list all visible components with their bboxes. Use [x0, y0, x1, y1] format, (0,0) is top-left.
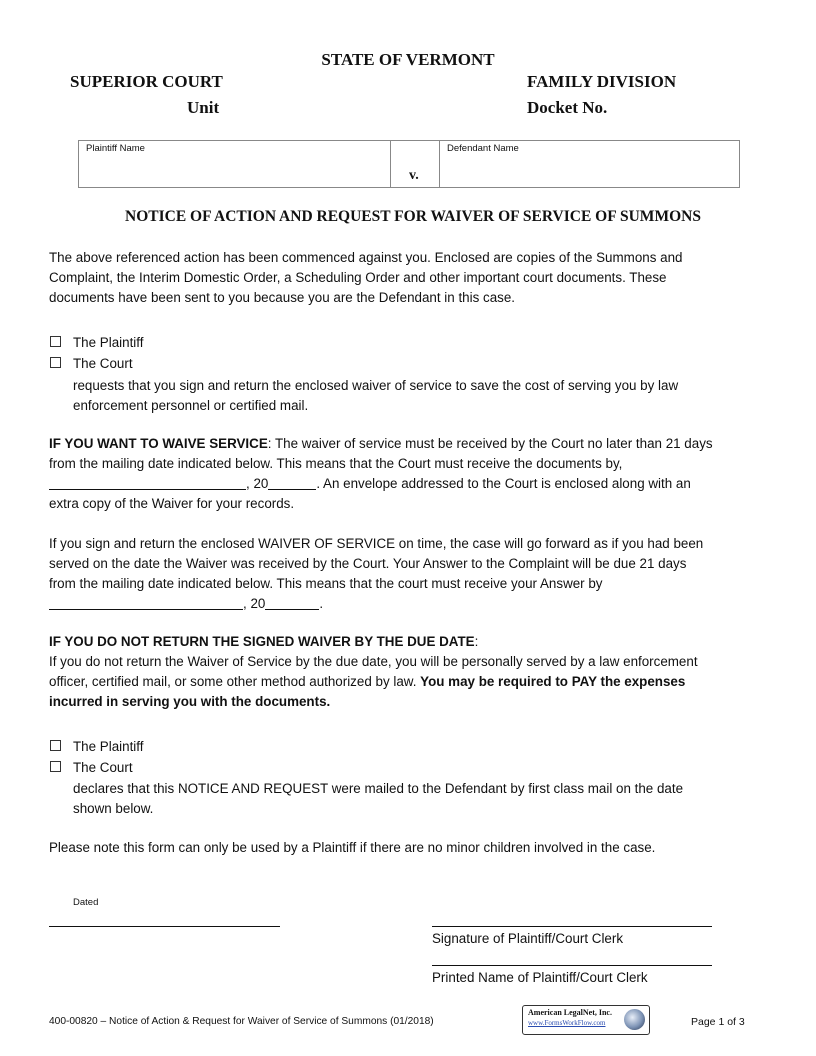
- defendant-cell[interactable]: [440, 141, 739, 187]
- declarant-text: declares that this NOTICE AND REQUEST were mailed to the Defendant by first class mail on the date shown below.: [73, 781, 684, 816]
- checkbox[interactable]: [50, 761, 61, 772]
- division-name: FAMILY DIVISION: [527, 72, 677, 91]
- printed-name-label: Printed Name of Plaintiff/Court Clerk: [432, 970, 648, 985]
- intro-line: documents have been sent to you because you are the Defendant in this case.: [49, 290, 516, 305]
- not-return-paragraph: IF YOU DO NOT RETURN THE SIGNED WAIVER BY THE DUE DATE: If you do not return the Waiver of Service by the due date, you will be personally served by a law enforcement officer, certified mail, or some other method authorized by law. You may be required to PAY the expenses incurred in serving you with the documents.: [49, 634, 698, 709]
- waive-service-paragraph: IF YOU WANT TO WAIVE SERVICE: The waiver of service must be received by the Court no later than 21 days from the mailing date indicated below. This means that the Court must receive the documents by, , 20 . An envelope addressed to the Court is enclosed along with an extra copy of the Waiver for your records.: [49, 436, 713, 511]
- versus-label: v.: [409, 168, 419, 183]
- requester-option-plaintiff[interactable]: The Plaintiff: [50, 333, 143, 353]
- form-id: 400-00820 – Notice of Action & Request for Waiver of Service of Summons (01/2018): [49, 1016, 434, 1027]
- intro-paragraph: [49, 248, 682, 308]
- checkbox[interactable]: [50, 357, 61, 368]
- answer-year-blank[interactable]: [265, 597, 319, 610]
- unit-label: Unit: [187, 98, 220, 117]
- plaintiff-cell[interactable]: [79, 141, 391, 187]
- waive-heading: IF YOU WANT TO WAIVE SERVICE: [49, 436, 268, 451]
- americanlegalnet-logo[interactable]: [522, 1005, 650, 1035]
- versus-cell: [391, 141, 440, 187]
- printed-name-line[interactable]: [432, 951, 712, 966]
- plaintiff-name-label: Plaintiff Name: [86, 143, 145, 154]
- signature-line[interactable]: [432, 912, 712, 927]
- checkbox[interactable]: [50, 336, 61, 347]
- intro-line: The above referenced action has been commenced against you. Enclosed are copies of the Summons and: [49, 250, 683, 265]
- docket-label: Docket No.: [527, 98, 608, 117]
- sign-return-paragraph: If you sign and return the enclosed WAIVER OF SERVICE on time, the case will go forward as if you had been served on the date the Waiver was received by the Court. Your Answer to the Complaint will be due 21 days from the mailing date indicated below. This means that the court must receive your Answer by , 20 .: [49, 536, 704, 611]
- signature-label: Signature of Plaintiff/Court Clerk: [432, 931, 624, 946]
- waive-date-blank[interactable]: [49, 477, 246, 490]
- page-number: Page 1 of 3: [691, 1016, 745, 1028]
- globe-icon: [624, 1009, 645, 1030]
- dated-line[interactable]: [49, 912, 280, 927]
- declarant-option-plaintiff[interactable]: The Plaintiff: [50, 737, 143, 757]
- declarant-option-court[interactable]: The Court: [50, 758, 133, 778]
- requester-option-court[interactable]: The Court: [50, 354, 133, 374]
- waive-year-blank[interactable]: [268, 477, 316, 490]
- logo-link[interactable]: www.FormsWorkFlow.com: [528, 1019, 606, 1027]
- court-name: SUPERIOR COURT: [70, 72, 223, 91]
- checkbox[interactable]: [50, 740, 61, 751]
- logo-company: American LegalNet, Inc.: [528, 1008, 612, 1017]
- intro-line: Complaint, the Interim Domestic Order, a Scheduling Order and other important court documents. These: [49, 270, 667, 285]
- minor-children-note: Please note this form can only be used by a Plaintiff if there are no minor children involved in the case.: [49, 840, 656, 855]
- requester-text: requests that you sign and return the enclosed waiver of service to save the cost of serving you by law enforcement personnel or certified mail.: [73, 378, 679, 413]
- state-heading: STATE OF VERMONT: [321, 50, 495, 69]
- case-caption-box: [78, 140, 740, 188]
- form-title: NOTICE OF ACTION AND REQUEST FOR WAIVER OF SERVICE OF SUMMONS: [125, 208, 701, 225]
- defendant-name-label: Defendant Name: [447, 143, 519, 154]
- dated-label: Dated: [73, 897, 99, 908]
- answer-date-blank[interactable]: [49, 597, 243, 610]
- not-return-heading: IF YOU DO NOT RETURN THE SIGNED WAIVER BY THE DUE DATE: [49, 634, 475, 649]
